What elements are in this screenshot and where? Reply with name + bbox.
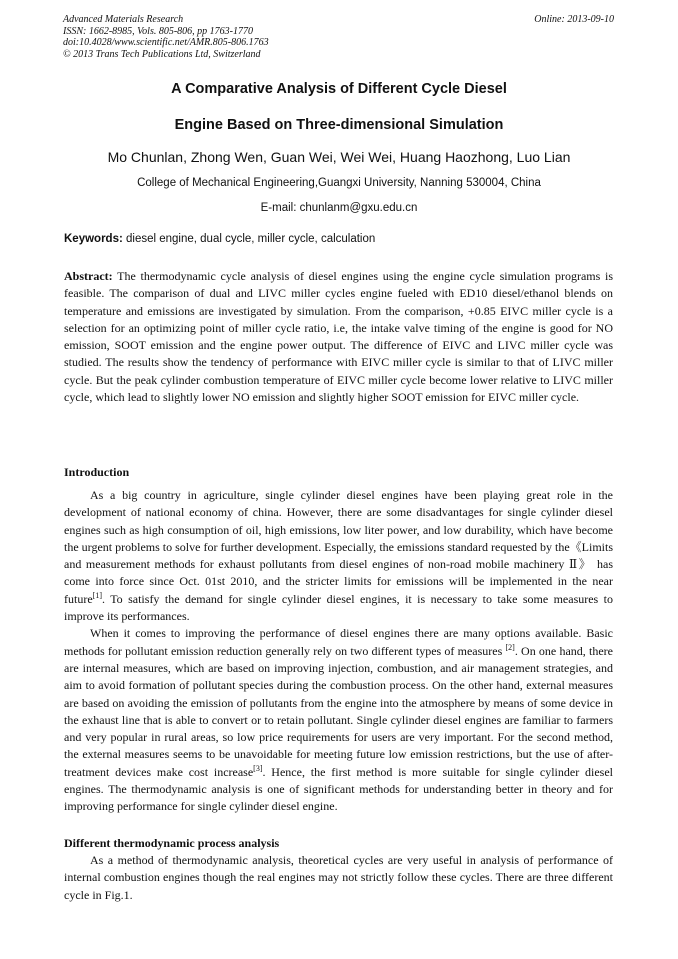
journal-header [63, 14, 269, 60]
intro-paragraph-2 [64, 625, 613, 815]
intro-p2-text: When it comes to improving the performance of diesel engines there are many options available. Basic methods for pollutant emission reduction generally rely on two different types of measures [64, 626, 613, 658]
section-2-body [64, 852, 613, 904]
keywords [64, 233, 375, 245]
intro-p2-text-mid: . On one hand, there are internal measures, which are based on improving injection, combustion, and air management strategies, and aim to avoid formation of pollutant species during the combustion process. On the other hand, external measures are based on avoiding the emission of pollutants from the engine into the atmosphere by means of some device in the exhaust line that is able to convert or to retain pollutant. Single cylinder diesel engines are familiar to farmers and very popular in rural areas, so low price requirements for users are very important. For the second method, the external measures seems to be unavoidable for meeting future low emission restrictions, but the use of after-treatment devices make cost increase [64, 643, 613, 779]
intro-paragraph-1 [64, 487, 613, 625]
title-line-1: A Comparative Analysis of Different Cycle Diesel [171, 81, 507, 97]
issn-line: ISSN: 1662-8985, Vols. 805-806, pp 1763-1770 [63, 25, 253, 37]
journal-name: Advanced Materials Research [63, 14, 184, 25]
citation-2: [2] [505, 642, 515, 652]
intro-p2-text-end: . Hence, the first method is more suitable for single cylinder diesel engines. The thermodynamic analysis is one of significant methods for understanding better in theory and for improving performance for single cylinder diesel engine. [64, 764, 614, 814]
citation-3: [3] [253, 763, 263, 773]
abstract-text: The thermodynamic cycle analysis of diesel engines using the engine cycle simulation programs is feasible. The comparison of dual and LIVC miller cycles engine fueled with ED10 diesel/ethanol blends on temperature and emissions are investigated by simulation. From the comparison, +0.85 EIVC miller cycle is a selection for an optimizing point of miller cycle ratio, i.e, the intake valve timing of the engine is good for NO emission, SOOT emission and the engine power output. The difference of EIVC and LIVC miller cycle was studied. The results show the tendency of performance with EIVC miller cycle is similar to that of LIVC miller cycle. But the peak cylinder combustion temperature of EIVC miller cycle become lower relative to LIVC miller cycle, which lead to slightly lower NO emission and slightly higher SOOT emission for EIVC miller cycle. [64, 269, 613, 405]
intro-p1-text-end: . To satisfy the demand for single cylinder diesel engines, it is necessary to take some measures to improve its performances. [64, 591, 613, 624]
online-date: Online: 2013-09-10 [534, 14, 614, 25]
author-email: E-mail: chunlanm@gxu.edu.cn [260, 202, 418, 214]
citation-1: [1] [92, 590, 102, 600]
author-list: Mo Chunlan, Zhong Wen, Guan Wei, Wei Wei, Huang Haozhong, Luo Lian [107, 149, 571, 165]
abstract-label: Abstract: [64, 269, 113, 283]
abstract [64, 268, 613, 406]
introduction-heading: Introduction [64, 465, 130, 479]
doi-line: doi:10.4028/www.scientific.net/AMR.805-806.1763 [63, 37, 269, 48]
title-line-2: Engine Based on Three-dimensional Simulation [174, 117, 504, 133]
copyright-line: © 2013 Trans Tech Publications Ltd, Switzerland [63, 48, 261, 60]
section-2-paragraph-1: As a method of thermodynamic analysis, theoretical cycles are very useful in analysis of performance of internal combustion engines though the real engines may not strictly follow these cycles. There are three different cycle in Fig.1. [64, 853, 613, 902]
section-2-heading: Different thermodynamic process analysis [64, 836, 280, 850]
intro-p1-text: As a big country in agriculture, single cylinder diesel engines have been playing great role in the development of national economy of china. However, there are some disadvantages for single cylinder diesel engines such as high consumption of oil, high emissions, low liter power, and low durability, which have become the urgent problems to solve for further development. Especially, the emissions standard requested by the《Limits and measurement methods for exhaust pollutants from diesel engines of non-road mobile machinery Ⅱ》 has come into force since Oct. 01st 2010, and the stricter limits for emissions will be implemented in the near future [64, 488, 613, 606]
keywords-label: Keywords: [64, 233, 123, 245]
keywords-text: diesel engine, dual cycle, miller cycle, calculation [122, 233, 376, 245]
introduction-body [64, 487, 613, 816]
affiliation: College of Mechanical Engineering,Guangxi University, Nanning 530004, China [137, 177, 541, 189]
